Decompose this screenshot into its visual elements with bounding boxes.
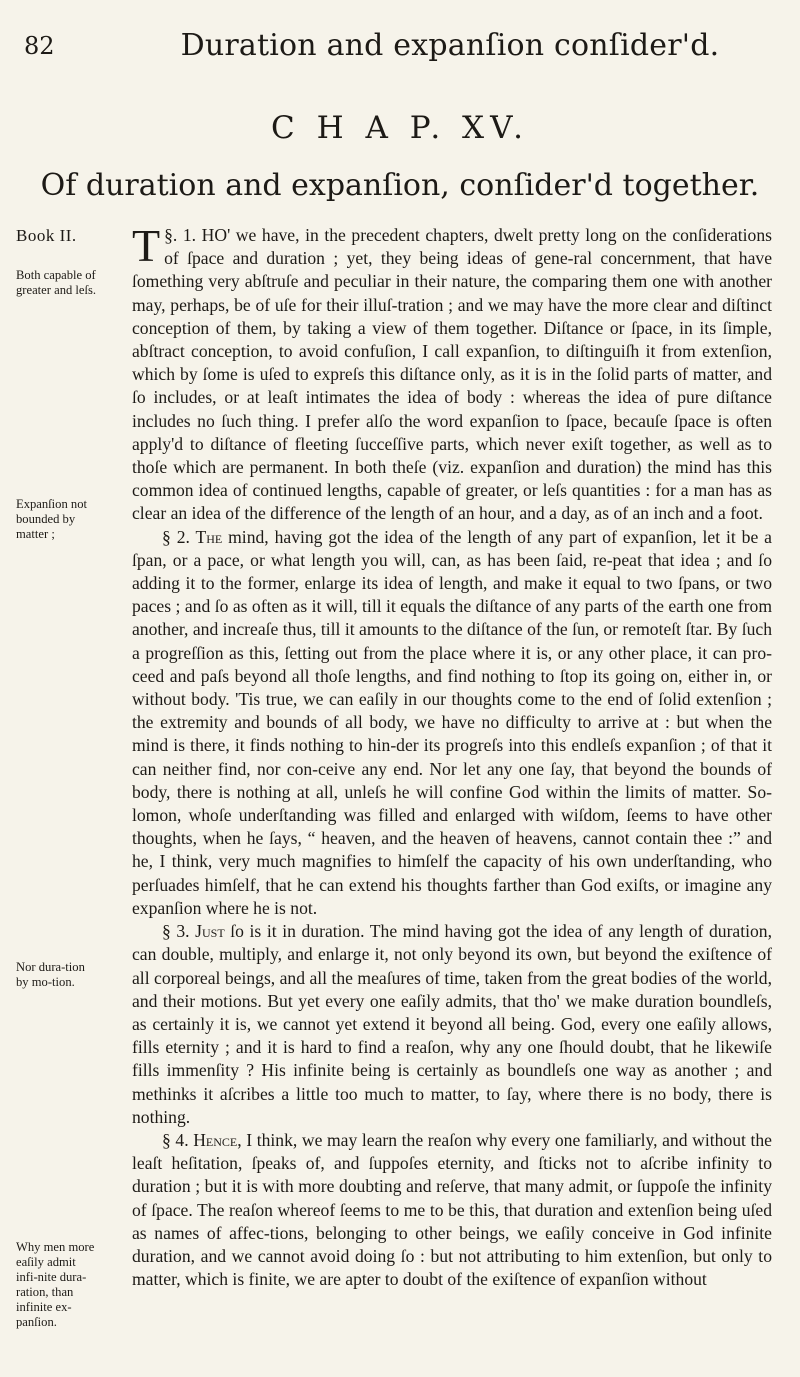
section-marker: §. 1.: [164, 225, 197, 245]
running-head: Duration and expanſion conſider'd.: [180, 28, 720, 63]
body-text: [132, 220, 773, 1291]
paragraph-text: mind, having got the idea of the length of any part of expanſion, let it be a ſpan, or a pace, or what length you will, can, as has been ſaid, re-peat that idea ; and ſo adding it to the former, enlarge its idea of length, and make it equal to two ſpans, or two paces ; and ſo as often as it will, till it equals the diſtance of any parts of the earth one from another, and increaſe thus, till it amounts to the diſtance of the ſun, or remoteſt ſtar. By ſuch a progreſſion as this, ſetting out from the place where it is, or any other place, it can pro-ceed and paſs beyond all thoſe lengths, and find nothing to ſtop its going on, either in, or without body. 'Tis true, we can eaſily in our thoughts come to the end of ſolid extenſion ; the extremity and bounds of all body, we have no difficulty to arrive at : but when the mind is there, it finds nothing to hin-der its progreſs into this endleſs expanſion ; of that it can neither find, nor con-ceive any end. Nor let any one ſay, that beyond the bounds of body, there is nothing at all, unleſs he will confine God within the limits of matter. So-lomon, whoſe underſtanding was filled and enlarged with wiſdom, ſeems to have other thoughts, when he ſays, “ heaven, and the heaven of heavens, cannot contain thee :” and he, I think, very much magnifies to himſelf the capacity of his own underſtanding, who perſuades himſelf, that he can extend his thoughts farther than God exiſts, or imagine any expanſion where he is not.: [132, 526, 772, 918]
book-label: Book II.: [16, 226, 77, 245]
chapter-label: C H A P. XV.: [271, 110, 529, 146]
paragraph-4: [132, 1129, 772, 1291]
section-marker: § 2. The: [162, 526, 223, 547]
margin-note-3: Nor dura-tion by mo-tion.: [16, 960, 85, 989]
page-number: 82: [24, 32, 55, 60]
paragraph-2: [132, 526, 772, 920]
margin-note-1: Both capable of greater and leſs.: [16, 268, 97, 297]
drop-cap: T: [132, 220, 161, 271]
paragraph-text: HO' we have, in the precedent chapters, dwelt pretty long on the conſiderations of ſpace and duration ; yet, they being ideas of gene-ral concernment, that have ſomething very abſtruſe and peculiar in their nature, the comparing them one with another may, perhaps, be of uſe for their illuſ-tration ; and we may have the more clear and diſtinct conception of them, by taking a view of them together. Diſtance or ſpace, in its ſimple, abſtract conception, to avoid confuſion, I call expanſion, to diſtinguiſh it from extenſion, which by ſome is uſed to expreſs this diſtance only, as it is in the ſolid parts of matter, and ſo includes, or at leaſt intimates the idea of body : whereas the idea of pure diſtance includes no ſuch thing. I prefer alſo the word expanſion to ſpace, becauſe ſpace is often apply'd to diſtance of fleeting ſucceſſive parts, which never exiſt together, as well as to thoſe which are permanent. In both theſe (viz. expanſion and duration) the mind has this common idea of continued lengths, capable of greater, or leſs quantities : for a man has as clear an idea of the difference of the length of an hour, and a day, as of an inch and a foot.: [132, 225, 772, 524]
paragraph-text: I think, we may learn the reaſon why every one familiarly, and without the leaſt heſitation, ſpeaks of, and ſuppoſes eternity, and ſticks not to aſcribe infinity to duration ; but it is with more doubting and reſerve, that many admit, or ſuppoſe the infinity of ſpace. The reaſon whereof ſeems to me to be this, that duration and extenſion being uſed as names of affec-tions, belonging to other beings, we eaſily conceive in God infinite duration, and we cannot avoid doing ſo : but not attributing to him extenſion, but only to matter, which is finite, we are apter to doubt of the exiſtence of expanſion without: [132, 1129, 772, 1290]
paragraph-1: [132, 220, 772, 526]
margin-note-2: Expanſion not bounded by matter ;: [16, 497, 88, 541]
section-marker: § 3. Just: [162, 921, 225, 942]
page-header: [24, 24, 776, 74]
paragraph-text: ſo is it in duration. The mind having got the idea of any length of duration, can double, multiply, and enlarge it, not only beyond its own, but beyond the exiſtence of all corporeal beings, and all the meaſures of time, taken from the great bodies of the world, and their motions. But yet every one eaſily admits, that tho' we make duration boundleſs, as certainly it is, we cannot yet extend it beyond all being. God, every one eaſily allows, fills eternity ; and it is hard to find a reaſon, why any one ſhould doubt, that he likewiſe fills immenſity ? His infinite being is certainly as boundleſs one way as another ; and methinks it aſcribes a little too much to matter, to ſay, where there is no body, there is nothing.: [132, 921, 773, 1127]
section-marker: § 4. Hence,: [162, 1129, 242, 1150]
chapter-title: Of duration and expanſion, conſider'd together.: [40, 168, 760, 203]
paragraph-3: [132, 920, 772, 1129]
margin-note-4: Why men more eaſily admit infi-nite dura-ration, than infinite ex-panſion.: [16, 1240, 95, 1329]
